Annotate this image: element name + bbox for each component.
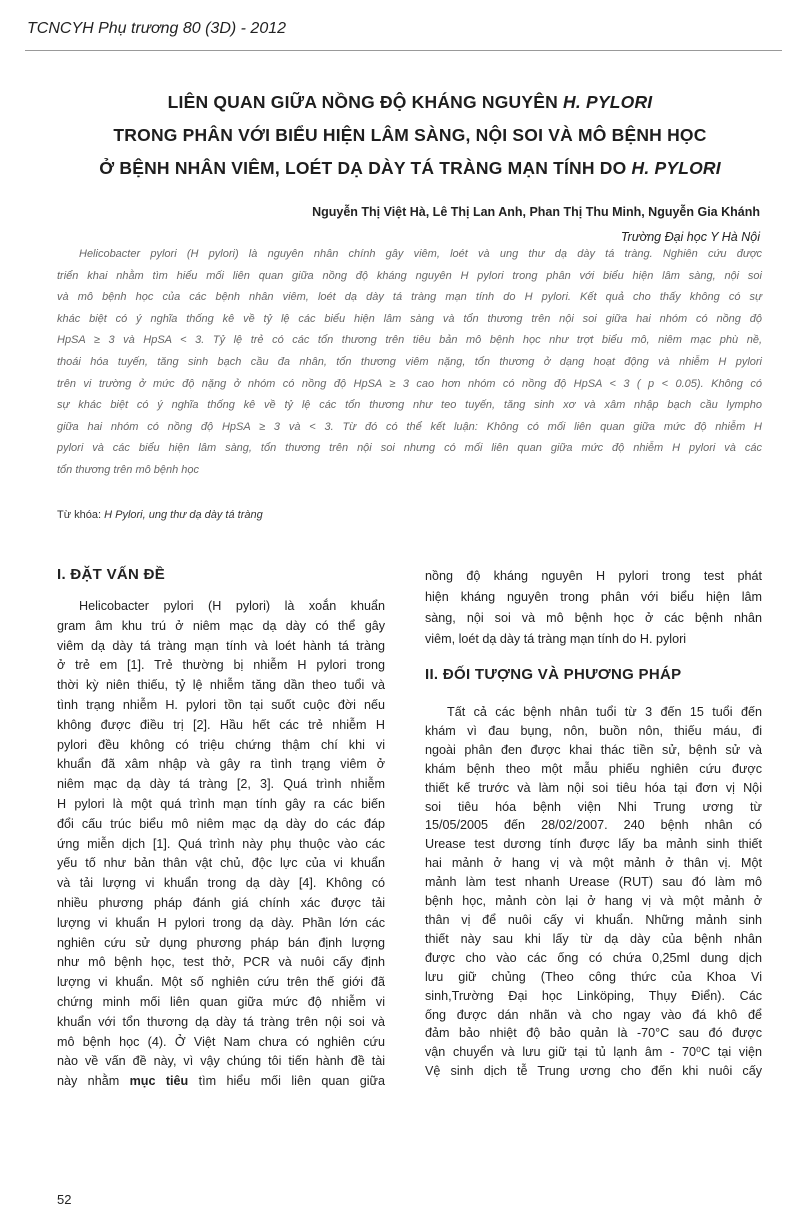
text-line: khác biệt có ý nghĩa thống kê về tỷ lệ các biểu hiện lâm sàng và tổn thương trên nội soi giữa hai nhóm có nồng độ	[57, 312, 762, 325]
text-line: thoái hóa tuyến, tăng sinh bạch cầu đa nhân, tổn thương viêm nặng, tổn thương ở dạng hoạt động và nhiễm H pylori	[57, 355, 762, 368]
text-line	[57, 1072, 385, 1092]
left-column	[57, 566, 385, 1092]
text-line: lượng vi khuẩn. Một số nghiên cứu trên thế giới đã	[57, 975, 385, 990]
text-line: ở trẻ em [1]. Trẻ thường bị nhiễm H pylori trong	[57, 658, 385, 673]
text-line: trên vi trường ở mức độ nặng ở nhóm có nồng độ HpSA ≥ 3 cao hơn nhóm có nồng độ HpSA < 3 ( p < 0.05). Không có	[57, 377, 762, 390]
text-line: khám bệnh theo một mẫu phiếu nghiên cứu được	[425, 761, 762, 776]
text-line: bệnh học, mảnh còn lại ở hang vị và một mảnh ở	[425, 894, 762, 909]
text-bold: mục tiêu	[129, 1074, 189, 1089]
text-line: viêm dạ dày tá tràng mạn tính và loét hành tá tràng	[57, 638, 385, 653]
authors: Nguyễn Thị Việt Hà, Lê Thị Lan Anh, Phan Thị Thu Minh, Nguyễn Gia Khánh	[312, 205, 760, 219]
text-line: ngoài phân đen được khai thác tiền sử, bệnh sử và	[425, 742, 762, 757]
text-line: nghiên cứu sử dụng phương pháp bán định lượng	[57, 935, 385, 950]
text-line: ứng miễn dịch [1]. Quá trình này phụ thuộc vào các	[57, 836, 385, 851]
page-number: 52	[57, 1192, 72, 1207]
methods-body	[425, 703, 762, 1081]
title-line-1	[40, 92, 780, 113]
text-line: Helicobacter pylori (H pylori) là xoắn khuẩn	[79, 599, 385, 613]
text-line: tình trạng nhiễm H. pylori tồn tại suốt cuộc đời nếu	[57, 697, 385, 712]
title-italic: H. PYLORI	[631, 158, 721, 178]
title-line-3	[40, 158, 780, 179]
text-line: giữa hai nhóm có nồng độ HpSA ≥ 3 và < 3. Từ đó có thể kết luận: Không có mối liên quan giữa mức độ nhiễm H	[57, 420, 762, 433]
text-line: vận chuyển và lưu giữ tại tủ lạnh âm - 70⁰C tại viện	[425, 1045, 762, 1060]
text-line: không được điều trị [2]. Hầu hết các trẻ nhiễm H	[57, 717, 385, 732]
text-line: thiết này sau khi lấy từ dạ dày của bệnh nhân	[425, 931, 762, 946]
text-line: hai mảnh ở hang vị và một mảnh ở thân vị. Một	[425, 856, 762, 871]
text-line: nồng độ kháng nguyên H pylori trong test phát	[425, 569, 762, 583]
text-line: Helicobacter pylori (H pylori) là nguyên nhân chính gây viêm, loét và ung thư dạ dày tá tràng. Nghiên cứu được	[79, 248, 762, 260]
title-text: LIÊN QUAN GIỮA NỒNG ĐỘ KHÁNG NGUYÊN	[167, 92, 564, 112]
text-line: gram âm khu trú ở niêm mạc dạ dày có thể gây	[57, 618, 385, 633]
text-line: ống được dán nhãn và cho ngay vào đá khô để	[425, 1007, 762, 1022]
text-line: Vệ sinh dịch tễ Trung ương cho đến khi nuôi cấy	[425, 1064, 762, 1079]
text-line: mảnh làm test nhanh Urease (RUT) sau đó làm mô	[425, 875, 762, 890]
right-column	[425, 566, 762, 1081]
section-heading-introduction: I. ĐẶT VẤN ĐỀ	[57, 566, 166, 583]
text-line: Tất cả các bệnh nhân tuổi từ 3 đến 15 tuổi đến	[447, 705, 762, 719]
text-line: khám vì đau bụng, nôn, buồn nôn, thiếu máu, đi	[425, 723, 762, 738]
text-line: hiện kháng nguyên trong phân với biểu hiện lâm	[425, 590, 762, 604]
text-line: niêm mạc dạ dày tá tràng [2, 3]. Quá trình nhiễm	[57, 777, 385, 792]
text-line: 15/05/2005 đến 28/02/2007. 240 bệnh nhân có	[425, 818, 762, 833]
affiliation: Trường Đại học Y Hà Nội	[620, 230, 760, 244]
text-line: soi tiêu hóa bệnh viện Nhi Trung ương từ	[425, 799, 762, 814]
text-line: nhiều phương pháp đánh giá chính xác được tải	[57, 895, 385, 910]
keywords-label: Từ khóa:	[57, 509, 105, 521]
text-line: sinh,Trường Đại học Linköping, Thụy Điển). Các	[425, 988, 762, 1003]
text-line: thiết kế trước và làm nội soi tiêu hóa tại đơn vị Nội	[425, 780, 762, 795]
header-divider	[25, 50, 782, 51]
text-segment: tìm hiểu mối liên quan giữa	[188, 1074, 385, 1089]
text-line: H pylori là một quá trình mạn tính gây ra các biến	[57, 796, 385, 811]
running-header: TCNCYH Phụ trương 80 (3D) - 2012	[27, 20, 287, 37]
introduction-body	[57, 597, 385, 1092]
keywords-value: H Pylori, ung thư dạ dày tá tràng	[104, 509, 263, 521]
text-line: lượng vi khuẩn H pylori trong dạ dày. Phần lớn các	[57, 915, 385, 930]
text-line: tổn thương trên mô bệnh học	[57, 463, 200, 476]
title-line-2: TRONG PHÂN VỚI BIỂU HIỆN LÂM SÀNG, NỘI SOI VÀ MÔ BỆNH HỌC	[113, 125, 707, 145]
text-line: và mô bệnh học của các bệnh nhân viêm, loét dạ dày tá tràng mạn tính do H pylori. Kết quả cho thấy không có sự	[57, 291, 762, 304]
text-line: đảm bảo nhiệt độ bảo quản là -70°C sau đó được	[425, 1026, 762, 1041]
text-line: đổi cấu trúc biểu mô niêm mạc dạ dày do các đáp	[57, 816, 385, 831]
text-line: Urease test dương tính được lấy ba mảnh sinh thiết	[425, 837, 762, 852]
text-line: sàng, nội soi và mô bệnh học ở các bệnh nhân	[425, 611, 762, 625]
text-line: chứng minh mối liên quan giữa mức độ nhiễm vi	[57, 994, 385, 1009]
text-line: được cho vào các ống có chứa 0,25ml dung dịch	[425, 950, 762, 965]
text-line: nào về vấn đề này, vì vậy chúng tôi tiến hành đề tài	[57, 1054, 385, 1069]
text-line: HpSA ≥ 3 và HpSA < 3. Tỷ lệ trẻ có các tổn thương trên tiêu bản mô bệnh học như trợt biểu mô, niêm mạc phù nề,	[57, 334, 762, 347]
text-line: pylori đều không có triệu chứng thậm chí khi vi	[57, 737, 385, 752]
text-line: triển khai nhằm tìm hiểu mối liên quan giữa nồng độ kháng nguyên H pylori trong phân với biểu hiện lâm sàng, nội soi	[57, 269, 762, 282]
abstract	[57, 244, 762, 482]
title-text: Ở BỆNH NHÂN VIÊM, LOÉT DẠ DÀY TÁ TRÀNG MẠN TÍNH DO	[99, 158, 632, 178]
introduction-body-continued	[425, 566, 762, 650]
title-italic: H. PYLORI	[563, 92, 653, 112]
text-line: như mô bệnh học, test thở, PCR và nuôi cấy định	[57, 955, 385, 970]
text-line: sự khác biệt có ý nghĩa thống kê về tỷ lệ các tổn thương như teo tuyến, tăng sinh xơ và xâm nhập bạch cầu lympho	[57, 399, 762, 412]
text-segment: này nhằm	[57, 1074, 130, 1089]
section-heading-methods: II. ĐỐI TƯỢNG VÀ PHƯƠNG PHÁP	[425, 666, 682, 683]
keywords	[57, 509, 263, 521]
text-line: khuẩn với tổn thương dạ dày tá tràng trên nội soi và	[57, 1014, 385, 1029]
text-line: lưu giữ chủng (Theo công thức của Khoa Vi	[425, 969, 762, 984]
text-line: và tải lượng vi khuẩn trong dạ dày [4]. Không có	[57, 876, 385, 891]
text-line: khuẩn đã xâm nhập và gây ra tình trạng viêm ở	[57, 757, 385, 772]
text-line: yếu tố như bản thân vật chủ, độc lực của vi khuẩn	[57, 856, 385, 871]
text-line: thời kỳ niên thiếu, tỷ lệ nhiễm tăng dần theo tuổi và	[57, 678, 385, 693]
text-line: mô bệnh học (4). Ở Việt Nam chưa có nghiên cứu	[57, 1034, 385, 1049]
text-line: thân vị để nuôi cấy vi khuẩn. Những mảnh sinh	[425, 912, 762, 927]
text-line: pylori và các biểu hiện lâm sàng, tổn thương trên nội soi nhưng có mối liên quan giữa mức độ nhiễm H pylori và các	[57, 442, 762, 455]
text-line: viêm, loét dạ dày tá tràng mạn tính do H. pylori	[425, 632, 687, 646]
